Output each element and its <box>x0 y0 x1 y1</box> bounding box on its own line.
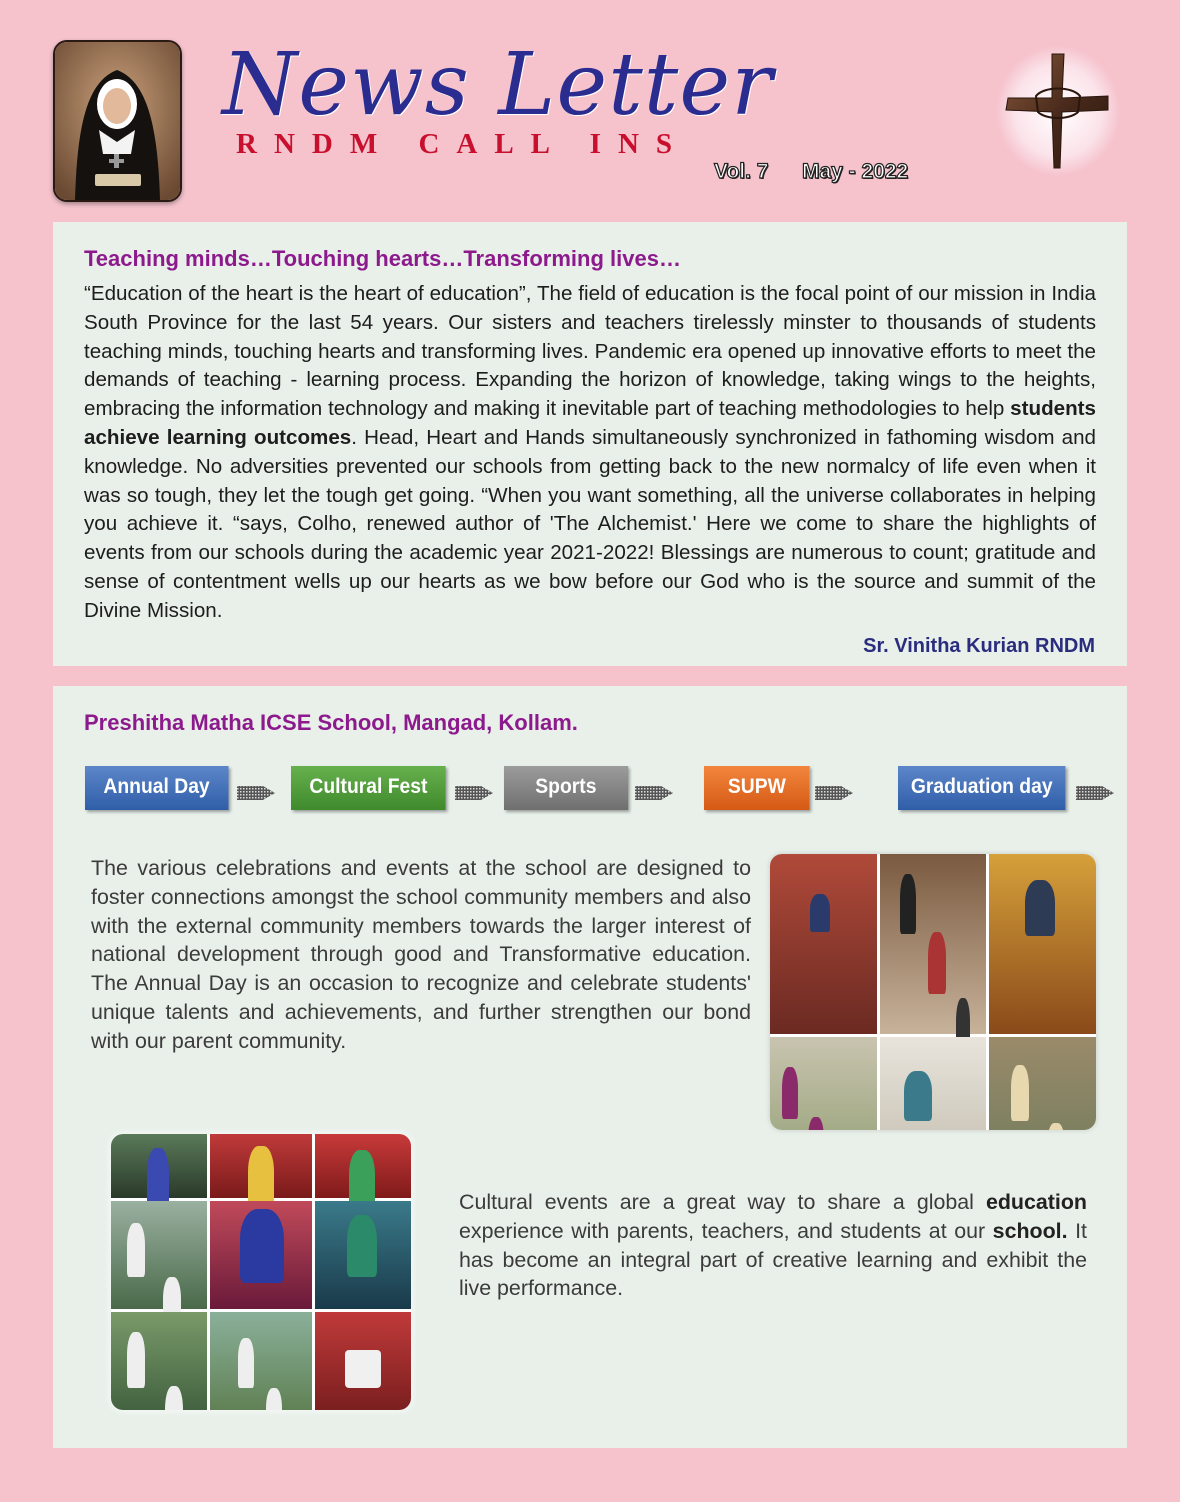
school-panel <box>53 686 1127 1448</box>
cultural-fest-text <box>459 1188 1087 1303</box>
cultural-fest-photo-collage <box>111 1134 411 1410</box>
arrow-icon <box>635 782 673 804</box>
photo <box>770 854 877 1034</box>
arrow-icon <box>1076 782 1114 804</box>
photo <box>315 1312 411 1410</box>
photo <box>111 1134 207 1198</box>
cultural-bold-2: school. <box>992 1218 1068 1243</box>
founder-portrait <box>53 40 182 202</box>
photo <box>989 1037 1096 1130</box>
tab-supw[interactable] <box>704 766 853 810</box>
arrow-icon <box>815 782 853 804</box>
tab-sports[interactable] <box>504 766 673 810</box>
arrow-icon <box>455 782 493 804</box>
arrow-icon <box>237 782 275 804</box>
editorial-text-bold: students achieve learning outcomes <box>84 397 1096 449</box>
tab-supw-label: SUPW <box>704 766 810 810</box>
annual-day-text: The various celebrations and events at the school are designed to foster connections amongst the school community members and also with the external community members towards the larger interest of national development through good and Transformative education. The Annual Day is an occasion to recognize and celebrate students' unique talents and achievements, and further strengthen our bond with our parent community. <box>91 856 751 1053</box>
photo <box>880 1037 987 1130</box>
annual-day-photo-collage <box>770 854 1096 1130</box>
tab-cultural-fest[interactable] <box>291 766 493 810</box>
photo <box>880 854 987 1034</box>
cultural-text-1: Cultural events are a great way to share a global <box>459 1190 986 1214</box>
cross-emblem-icon <box>996 46 1120 176</box>
cultural-text-3: It has become an integral part of creative learning and exhibit the live performance. <box>459 1218 1087 1301</box>
editorial-text-part1: “Education of the heart is the heart of education”, The field of education is the focal point of our mission in India South Province for the last 54 years. Our sisters and teachers tirelessly minster to thousands of students teaching minds, touching hearts and transforming lives. Pandemic era opened up innovative efforts to meet the demands of teaching - learning process. Expanding the horizon of knowledge, taking wings to the heights, embracing the information technology and making it inevitable part of teaching methodologies to help <box>84 282 1096 421</box>
signature: Sr. Vinitha Kurian RNDM <box>863 635 1095 657</box>
tab-graduation-day-label: Graduation day <box>898 766 1065 810</box>
tab-annual-day[interactable] <box>85 766 275 810</box>
cultural-bold-1: education <box>985 1190 1087 1214</box>
photo <box>210 1312 312 1410</box>
editorial-heading: Teaching minds…Touching hearts…Transforming lives… <box>84 246 681 271</box>
tab-graduation-day[interactable] <box>898 766 1114 810</box>
editorial-text <box>84 280 1096 626</box>
newsletter-title: News Letter <box>222 35 774 135</box>
volume-label: Vol. 7 <box>714 160 769 183</box>
editorial-text-part2: . Head, Heart and Hands simultaneously synchronized in fathoming wisdom and knowledge. No adversities prevented our schools from getting back to the new normalcy of life even when it was so tough, they let the tough get going. “When you want something, all the universe collaborates in helping you achieve it. “says, Colho, renewed author of 'The Alchemist.' Here we come to share the highlights of events from our schools during the academic year 2021-2022! Blessings are numerous to count; gratitude and sense of contentment wells up our hearts as we bow before our God who is the source and summit of the Divine Mission. <box>84 425 1096 622</box>
photo <box>315 1201 411 1309</box>
photo <box>315 1134 411 1198</box>
photo <box>210 1201 312 1309</box>
newsletter-subtitle: RNDM CALL INS <box>236 128 690 160</box>
photo <box>111 1201 207 1309</box>
tab-cultural-fest-label: Cultural Fest <box>291 766 446 810</box>
photo <box>111 1312 207 1410</box>
photo <box>210 1134 312 1198</box>
tab-sports-label: Sports <box>504 766 628 810</box>
issue-date: May - 2022 <box>802 160 909 183</box>
photo <box>770 1037 877 1130</box>
cultural-text-2: experience with parents, teachers, and students at our <box>459 1218 993 1243</box>
photo <box>989 854 1096 1034</box>
school-heading: Preshitha Matha ICSE School, Mangad, Kollam. <box>84 710 578 735</box>
tab-annual-day-label: Annual Day <box>85 766 228 810</box>
editorial-panel <box>53 222 1127 666</box>
